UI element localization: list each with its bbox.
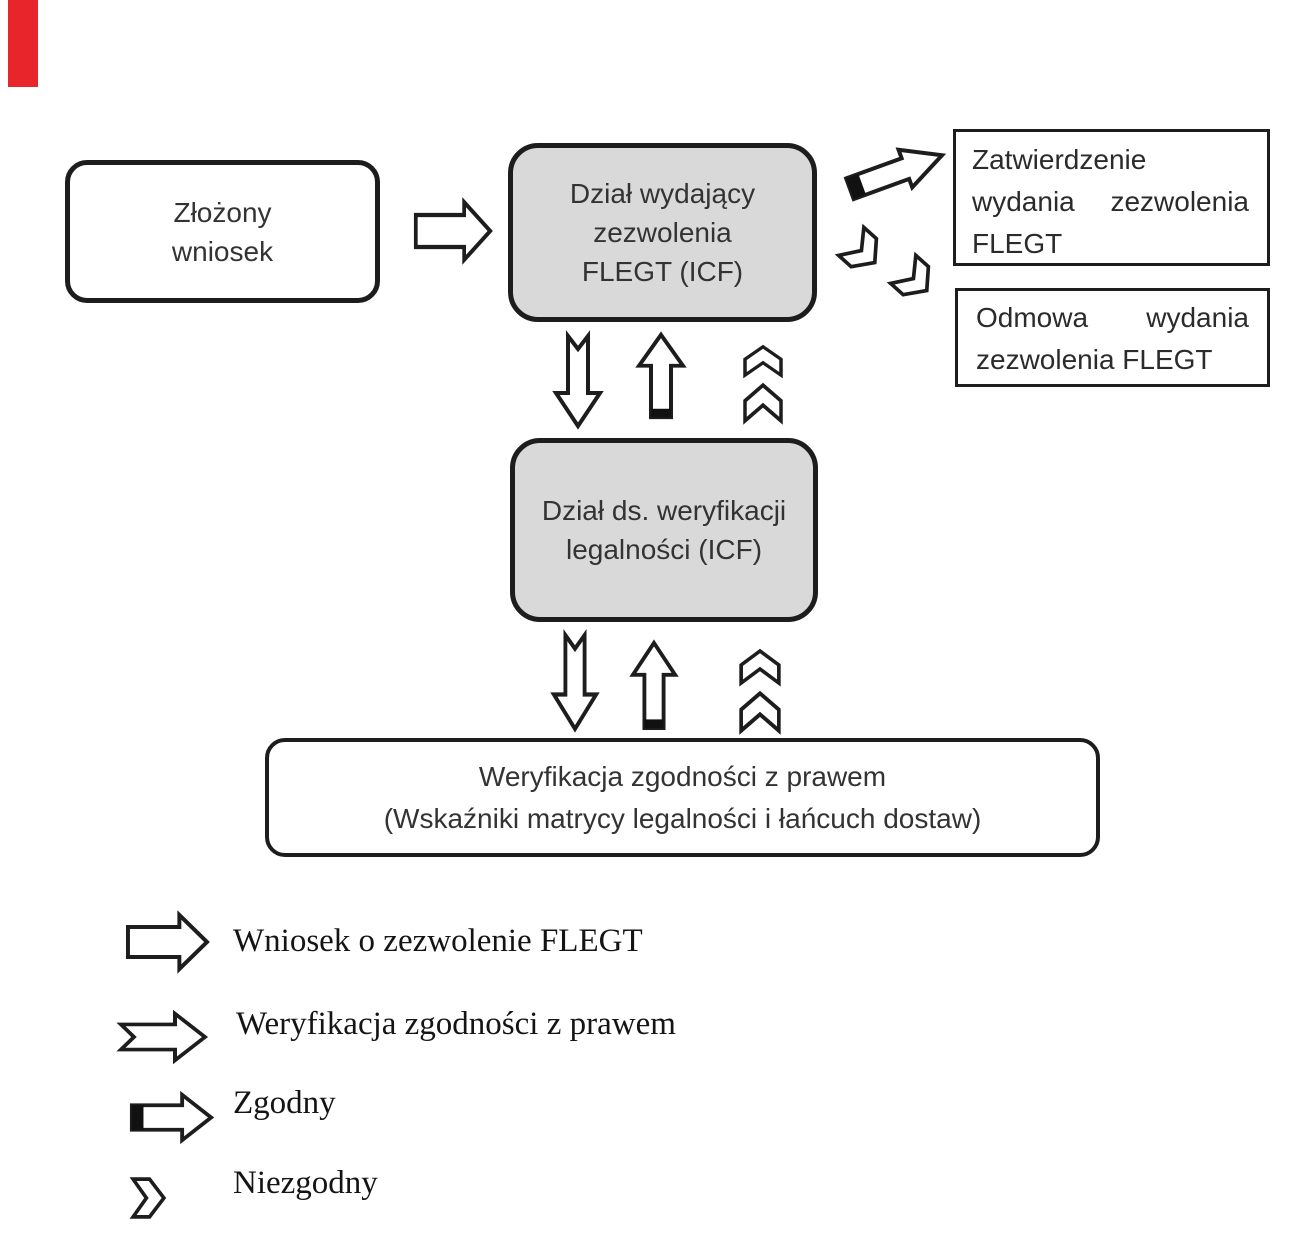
arrow-zgodny-diagonal-icon (839, 133, 952, 212)
legend-label-wniosek: Wniosek o zezwolenie FLEGT (233, 923, 643, 959)
node-text-line: FLEGT (972, 228, 1063, 259)
chevron-niezgodny-up-icon (738, 649, 782, 685)
node-weryfikacja-prawem (265, 738, 1100, 857)
node-text-line (972, 181, 1249, 223)
legend-black-tail-arrow-right-icon (128, 1092, 215, 1143)
node-text-word: zezwolenia (1110, 186, 1249, 217)
node-text-line: Weryfikacja zgodności z prawem (478, 760, 887, 792)
legend-label-zgodny: Zgodny (233, 1085, 336, 1121)
node-text-line: zezwolenia (593, 217, 732, 248)
node-odmowa (955, 288, 1270, 387)
node-text-line: legalności (ICF) (565, 534, 763, 565)
chevron-niezgodny-icon (886, 251, 944, 309)
node-text-line: wniosek (171, 235, 274, 267)
node-text-line: Złożony (173, 196, 272, 228)
chevron-niezgodny-up-icon (742, 383, 784, 423)
chevron-niezgodny-up-icon (738, 691, 782, 733)
legend-label-weryfikacja: Weryfikacja zgodności z prawem (236, 1006, 676, 1042)
arrow-zgodny-up-icon (630, 640, 678, 731)
chevron-niezgodny-up-icon (742, 345, 784, 377)
legend-notched-arrow-right-icon (118, 1011, 208, 1063)
node-text-line: Zatwierdzenie (972, 144, 1147, 175)
node-dzial-wydajacy (508, 143, 817, 322)
arrow-zgodny-up-icon (636, 332, 686, 420)
node-dzial-weryfikacji (510, 438, 818, 622)
red-marker (8, 0, 38, 87)
node-text-word: wydania (1146, 302, 1249, 333)
node-zatwierdzenie (953, 129, 1270, 266)
node-text-line: FLEGT (ICF) (581, 256, 744, 287)
node-text-line: Dział wydający (569, 178, 756, 209)
node-text-word: wydania (972, 186, 1075, 217)
node-text-line: Dział ds. weryfikacji (541, 495, 787, 526)
arrow-wniosek-right-icon (413, 199, 493, 263)
node-text-line: (Wskaźniki matrycy legalności i łańcuch dostaw) (383, 802, 982, 834)
node-zlozony-wniosek (65, 160, 380, 303)
node-text-line: zezwolenia FLEGT (976, 344, 1213, 375)
arrow-weryfikacja-down-icon (551, 632, 599, 732)
legend-chevron-right-icon (130, 1176, 167, 1220)
chevron-niezgodny-icon (834, 223, 892, 281)
node-text-line (976, 297, 1249, 339)
node-text-word: Odmowa (976, 302, 1089, 333)
legend-label-niezgodny: Niezgodny (233, 1165, 378, 1201)
arrow-weryfikacja-down-icon (553, 333, 603, 429)
legend-block-arrow-right-icon (125, 912, 210, 972)
